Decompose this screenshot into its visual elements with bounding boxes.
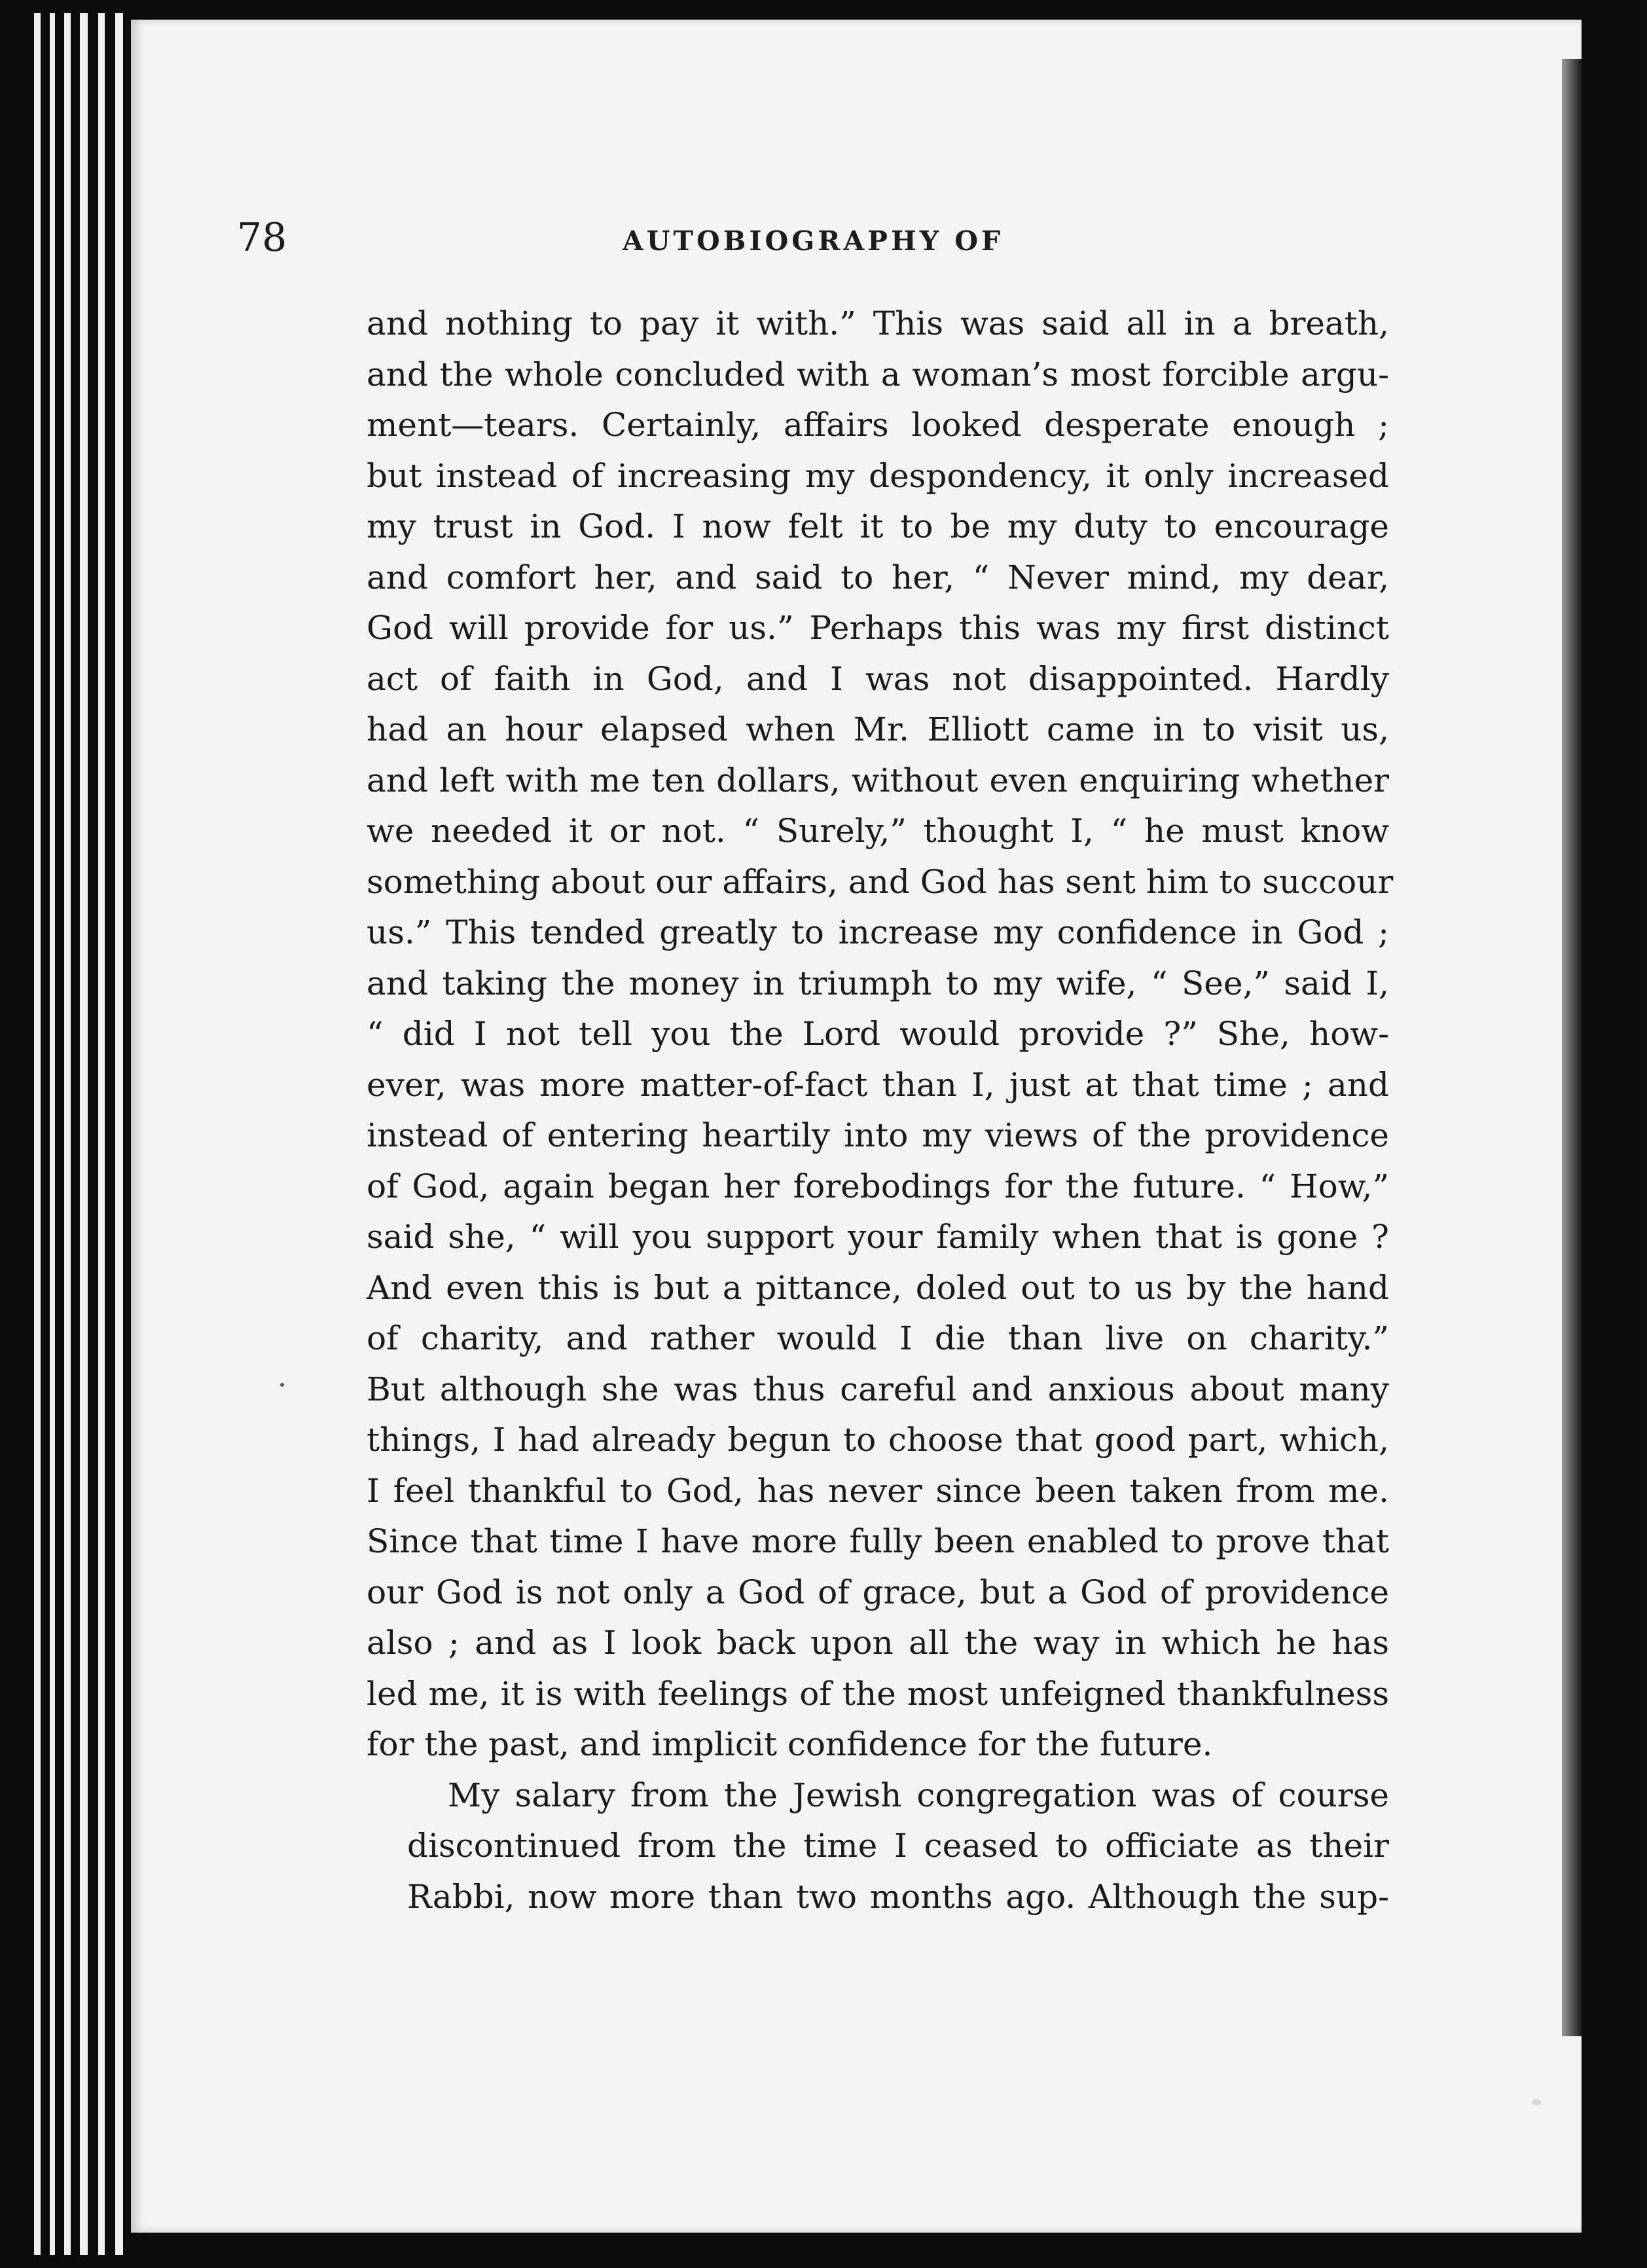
page-number: 78: [237, 215, 287, 261]
page-edge: [50, 13, 55, 2255]
text-line: for the past, and implicit confidence for the future.: [367, 1725, 1213, 1763]
page-edge: [115, 13, 123, 2255]
scan-speck: [1532, 2099, 1541, 2106]
page-edge: [98, 13, 105, 2255]
text-line: our God is not only a God of grace, but a God of providence: [367, 1573, 1389, 1611]
page-edge: [64, 13, 71, 2255]
text-line: and comfort her, and said to her, “ Never mind, my dear,: [367, 558, 1389, 596]
text-line: of God, again began her forebodings for the future. “ How,”: [367, 1167, 1389, 1205]
text-line: ment—tears. Certainly, affairs looked desperate enough ;: [367, 406, 1389, 444]
text-line: God will provide for us.” Perhaps this was my first distinct: [367, 609, 1389, 647]
text-line: Since that time I have more fully been enabled to prove that: [367, 1522, 1389, 1560]
text-line: My salary from the Jewish congregation was of course: [448, 1776, 1389, 1814]
text-line: and left with me ten dollars, without even enquiring whether: [367, 761, 1389, 799]
scan-border-right: [1600, 0, 1647, 2268]
page-header: [237, 208, 1389, 267]
paragraph: [367, 1770, 1389, 1923]
text-line: discontinued from the time I ceased to officiate as their: [407, 1827, 1389, 1865]
scan-speck: [280, 1383, 284, 1387]
text-line: things, I had already begun to choose that good part, which,: [367, 1421, 1389, 1459]
text-line: something about our affairs, and God has sent him to succour: [367, 862, 1394, 901]
fore-edge-shadow: [1562, 59, 1582, 2036]
text-line: and the whole concluded with a woman’s most forcible argu-: [367, 355, 1389, 393]
text-line: but instead of increasing my despondency, it only increased: [367, 456, 1389, 495]
text-line: my trust in God. I now felt it to be my duty to encourage: [367, 507, 1389, 545]
paragraph: [367, 299, 1394, 1770]
text-line: ever, was more matter-of-fact than I, just at that time ; and: [367, 1065, 1389, 1104]
text-line: “ did I not tell you the Lord would provide ?” She, how-: [367, 1015, 1389, 1053]
text-line: Rabbi, now more than two months ago. Although the sup-: [407, 1877, 1389, 1916]
text-line: and nothing to pay it with.” This was said all in a breath,: [367, 304, 1389, 342]
body-text: [367, 299, 1394, 1922]
text-line: instead of entering heartily into my views of the providence: [367, 1116, 1389, 1154]
running-title: AUTOBIOGRAPHY OF: [622, 225, 1004, 257]
text-line: had an hour elapsed when Mr. Elliott came in to visit us,: [367, 710, 1389, 748]
text-line: But although she was thus careful and anxious about many: [367, 1370, 1389, 1408]
text-line: of charity, and rather would I die than live on charity.”: [367, 1319, 1389, 1357]
text-line: act of faith in God, and I was not disappointed. Hardly: [367, 659, 1389, 698]
text-line: said she, “ will you support your family when that is gone ?: [367, 1218, 1389, 1256]
text-line: and taking the money in triumph to my wife, “ See,” said I,: [367, 964, 1389, 1002]
page-edge: [80, 13, 88, 2255]
text-line: And even this is but a pittance, doled out to us by the hand: [367, 1268, 1389, 1307]
text-line: also ; and as I look back upon all the way in which he has: [367, 1624, 1389, 1662]
text-line: I feel thankful to God, has never since been taken from me.: [367, 1471, 1389, 1510]
text-line: we needed it or not. “ Surely,” thought I, “ he must know: [367, 812, 1389, 850]
text-line: led me, it is with feelings of the most unfeigned thankfulness: [367, 1674, 1389, 1713]
page-edge: [34, 13, 41, 2255]
text-line: us.” This tended greatly to increase my confidence in God ;: [367, 913, 1389, 951]
